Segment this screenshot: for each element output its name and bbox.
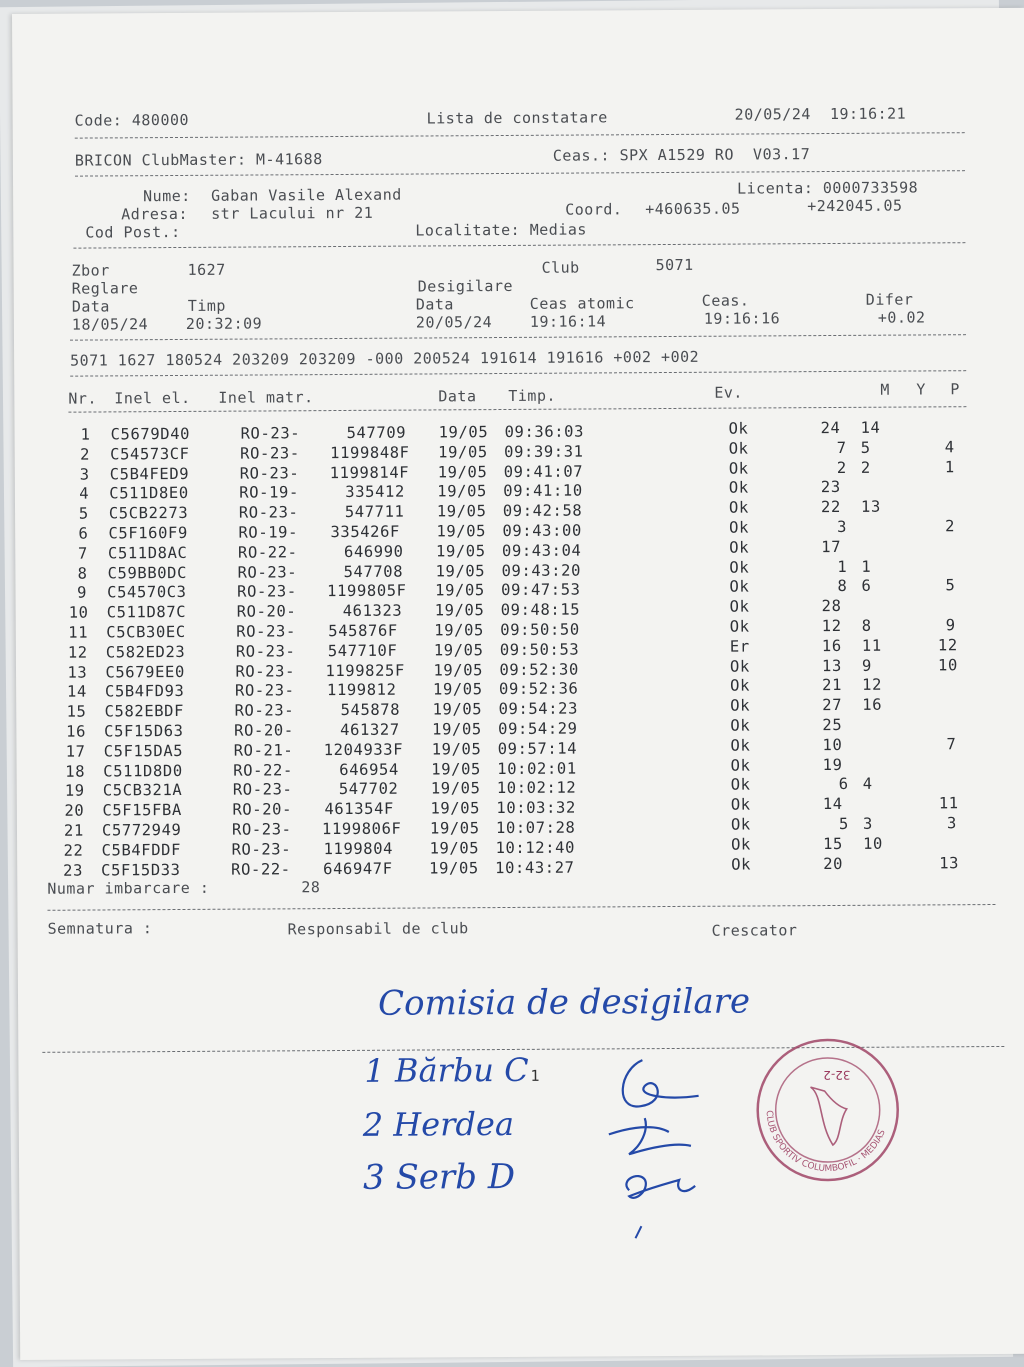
code-line: 5071 1627 180524 203209 203209 -000 200524 191614 191616 +002 +002 <box>70 347 700 370</box>
row-prefix: RO-23- <box>231 840 292 859</box>
signature-scribbles <box>578 1030 739 1241</box>
row-y: 9 <box>861 656 872 675</box>
row-inel-matr: 547710F <box>327 641 398 660</box>
row-inel-matr: 1199812 <box>326 681 397 700</box>
row-inel-el: C5B4FD93 <box>104 682 185 701</box>
license: Licenta: 0000733598 <box>737 178 919 198</box>
row-y: 14 <box>860 418 881 437</box>
row-ev: Ok <box>728 478 749 498</box>
row-inel-el: C5CB321A <box>102 781 183 800</box>
row-inel-el: C54570C3 <box>107 583 187 602</box>
row-y: 4 <box>862 775 873 794</box>
row-nr: 13 <box>67 663 88 682</box>
code-label: Code: 480000 <box>74 110 190 130</box>
row-prefix: RO-23- <box>232 780 293 800</box>
row-ev: Ok <box>730 815 751 834</box>
row-m: 8 <box>837 577 848 596</box>
row-time: 09:52:30 <box>499 660 579 679</box>
row-inel-matr: 1199804 <box>323 839 394 858</box>
row-inel-el: C5F15D63 <box>104 721 184 741</box>
row-time: 09:42:58 <box>502 501 583 521</box>
row-ev: Ok <box>729 617 750 636</box>
row-m: 14 <box>822 795 843 814</box>
row-inel-matr: 461354F <box>324 799 394 819</box>
owner-name: Gaban Vasile Alexand <box>211 185 402 205</box>
row-ev: Ok <box>730 716 751 735</box>
col-p: P <box>950 380 960 399</box>
row-y: 8 <box>861 616 872 635</box>
row-prefix: RO-22- <box>237 543 298 562</box>
row-m: 23 <box>820 478 841 497</box>
row-time: 10:43:27 <box>495 858 575 877</box>
document-sheet <box>12 8 1024 1360</box>
row-time: 09:43:00 <box>502 521 582 541</box>
row-inel-el: C5772949 <box>101 820 182 840</box>
row-date: 19/05 <box>431 739 482 759</box>
row-m: 24 <box>820 418 841 438</box>
col-timp: Timp. <box>508 386 557 405</box>
row-ev: Ok <box>730 736 751 755</box>
divider <box>75 132 965 138</box>
row-time: 09:41:10 <box>503 481 583 501</box>
row-date: 19/05 <box>437 482 487 501</box>
row-ev: Ok <box>729 518 750 537</box>
row-nr: 2 <box>80 445 91 464</box>
row-inel-matr: 545878 <box>340 700 401 720</box>
row-m: 13 <box>821 656 842 675</box>
row-inel-matr: 461323 <box>342 601 403 621</box>
row-inel-matr: 1204933F <box>323 740 404 759</box>
row-m: 19 <box>822 755 843 774</box>
row-inel-matr: 1199814F <box>329 463 410 482</box>
row-y: 3 <box>862 814 873 833</box>
row-prefix: RO-23- <box>239 463 300 483</box>
data-label: Data <box>71 297 110 316</box>
row-y: 11 <box>861 636 882 655</box>
system-label: BRICON ClubMaster: M-41688 <box>74 150 323 170</box>
row-y: 2 <box>860 458 871 477</box>
row-inel-el: C5CB2273 <box>108 504 189 523</box>
numar-label: Numar imbarcare : <box>47 878 210 898</box>
row-prefix: RO-23- <box>235 642 296 661</box>
row-y: 5 <box>860 438 871 457</box>
divider <box>75 170 965 176</box>
row-nr: 12 <box>67 643 88 662</box>
crescator-label: Crescator <box>711 921 798 940</box>
row-ev: Ok <box>731 855 752 874</box>
row-nr: 3 <box>79 465 90 484</box>
row-time: 09:50:53 <box>499 640 580 659</box>
row-p: 1 <box>944 457 955 476</box>
row-nr: 21 <box>63 821 84 840</box>
row-prefix: RO-20- <box>232 800 293 819</box>
divider <box>70 370 966 376</box>
row-time: 09:36:03 <box>504 422 585 441</box>
coord-lat: +460635.05 <box>645 199 741 219</box>
row-date: 19/05 <box>430 799 481 818</box>
name-label: Nume: <box>143 186 191 206</box>
row-time: 10:03:32 <box>496 798 576 818</box>
row-prefix: RO-23- <box>234 681 295 701</box>
row-date: 19/05 <box>434 621 484 640</box>
row-prefix: RO-21- <box>233 741 294 760</box>
row-prefix: RO-23- <box>234 701 295 720</box>
club-value: 5071 <box>655 255 694 275</box>
numar-value: 28 <box>301 878 321 897</box>
divider <box>68 406 966 412</box>
row-time: 09:43:04 <box>501 541 582 560</box>
ceas-value: 19:16:16 <box>703 309 781 328</box>
row-time: 09:48:15 <box>500 600 581 620</box>
row-time: 09:57:14 <box>497 739 578 758</box>
coord-lon: +242045.05 <box>807 196 903 216</box>
responsabil-label: Responsabil de club <box>287 919 469 939</box>
row-nr: 20 <box>64 801 85 820</box>
col-m: M <box>880 380 890 399</box>
row-ev: Ok <box>728 459 749 478</box>
row-date: 19/05 <box>437 462 488 482</box>
row-inel-el: C5B4FED9 <box>109 464 190 484</box>
row-prefix: RO-20- <box>236 602 297 621</box>
divider <box>47 904 995 911</box>
row-prefix: RO-20- <box>234 721 294 740</box>
handwritten-title: Comisia de desigilare <box>377 981 751 1024</box>
row-inel-matr: 646947F <box>323 859 393 878</box>
row-inel-el: C582ED23 <box>105 642 186 662</box>
row-m: 25 <box>822 715 843 735</box>
row-y: 1 <box>861 557 872 576</box>
row-time: 10:02:01 <box>497 759 577 778</box>
row-prefix: RO-23- <box>237 582 297 602</box>
club-label: Club <box>541 258 580 277</box>
row-nr: 5 <box>78 504 89 523</box>
row-nr: 14 <box>66 682 87 702</box>
row-m: 22 <box>820 498 841 517</box>
row-date: 19/05 <box>429 858 479 878</box>
row-y: 16 <box>862 695 883 715</box>
row-inel-matr: 646954 <box>339 760 399 779</box>
row-date: 19/05 <box>436 522 487 541</box>
row-inel-el: C5F160F9 <box>108 523 188 543</box>
row-date: 19/05 <box>431 759 481 779</box>
row-time: 09:39:31 <box>504 442 584 461</box>
row-inel-el: C511D87C <box>106 603 187 622</box>
row-m: 3 <box>837 517 848 536</box>
row-nr: 23 <box>63 861 84 880</box>
stamp-code: 32-2 <box>823 1067 851 1083</box>
row-nr: 18 <box>65 762 86 781</box>
semnatura-label: Semnatura : <box>47 919 153 938</box>
row-ev: Ok <box>729 538 750 557</box>
row-m: 12 <box>821 616 842 636</box>
row-ev: Ok <box>729 657 750 676</box>
row-inel-matr: 545876F <box>328 621 398 641</box>
row-time: 10:02:12 <box>496 778 577 798</box>
row-prefix: RO-23- <box>238 503 299 522</box>
row-time: 09:54:29 <box>498 719 578 739</box>
row-nr: 19 <box>64 781 85 801</box>
row-ev: Ok <box>729 597 750 616</box>
row-date: 19/05 <box>438 442 488 462</box>
zbor-value: 1627 <box>187 260 226 279</box>
row-inel-matr: 547709 <box>346 423 407 442</box>
row-ev: Ok <box>730 676 751 696</box>
row-nr: 22 <box>63 841 84 860</box>
owner-address: str Lacului nr 21 <box>211 203 374 223</box>
print-datetime: 20/05/24 19:16:21 <box>734 104 907 124</box>
difer-label: Difer <box>865 290 914 309</box>
row-date: 19/05 <box>432 680 483 699</box>
club-stamp <box>752 1035 903 1186</box>
row-inel-matr: 461327 <box>340 720 400 740</box>
row-ev: Ok <box>730 775 751 795</box>
row-inel-el: C5679D40 <box>110 424 191 444</box>
ceas-atomic-label: Ceas atomic <box>529 294 635 313</box>
row-ev: Ok <box>730 756 751 775</box>
row-ev: Ok <box>728 439 749 458</box>
row-inel-el: C5F15DA5 <box>103 741 184 761</box>
row-nr: 11 <box>68 623 89 642</box>
row-m: 5 <box>838 814 849 833</box>
row-inel-matr: 1199805F <box>327 581 407 601</box>
coord-label: Coord. <box>565 200 623 219</box>
row-prefix: RO-19- <box>239 483 299 503</box>
col-ev: Ev. <box>714 383 743 402</box>
row-nr: 17 <box>65 742 86 761</box>
row-m: 28 <box>821 597 842 616</box>
ceas-label: Ceas. <box>701 291 750 310</box>
row-p: 10 <box>937 655 958 674</box>
timp-label: Timp <box>187 296 226 315</box>
divider <box>70 334 966 340</box>
row-m: 27 <box>822 696 843 715</box>
row-date: 19/05 <box>433 640 484 660</box>
row-inel-matr: 1199806F <box>321 819 402 839</box>
difer-value: +0.02 <box>877 308 926 327</box>
row-nr: 6 <box>78 524 89 543</box>
data2-label: Data <box>415 295 454 314</box>
row-prefix: RO-23- <box>231 820 292 839</box>
row-date: 19/05 <box>435 541 486 561</box>
row-inel-el: C511D8AC <box>107 543 188 563</box>
row-prefix: RO-22- <box>233 760 293 780</box>
row-inel-matr: 547711 <box>344 502 405 522</box>
row-ev: Er <box>729 637 750 656</box>
row-inel-el: C511D8E0 <box>109 484 189 503</box>
row-m: 20 <box>823 854 844 873</box>
document-title: Lista de constatare <box>426 108 608 128</box>
row-inel-matr: 547708 <box>343 562 404 581</box>
row-nr: 16 <box>66 722 87 741</box>
row-inel-el: C5F15FBA <box>102 801 182 820</box>
row-m: 10 <box>822 735 843 754</box>
stamp-text: CLUB SPORTIV COLUMBOFIL · MEDIAS <box>763 1109 888 1175</box>
row-ev: Ok <box>729 577 750 597</box>
address-label: Adresa: <box>121 204 188 224</box>
row-y: 13 <box>860 497 881 517</box>
row-m: 17 <box>821 537 842 556</box>
handwritten-member-1: 1 Bărbu C <box>364 1050 529 1090</box>
row-date: 19/05 <box>429 838 480 858</box>
row-inel-el: C582EBDF <box>104 702 185 721</box>
row-time: 09:54:23 <box>498 699 579 719</box>
row-prefix: RO-23- <box>235 661 296 681</box>
row-m: 1 <box>837 557 848 576</box>
row-date: 19/05 <box>435 581 485 600</box>
row-time: 09:41:07 <box>503 462 584 481</box>
reglare-timp: 20:32:09 <box>185 314 263 333</box>
col-data: Data <box>438 387 477 406</box>
row-p: 4 <box>944 438 955 457</box>
row-date: 19/05 <box>438 423 489 442</box>
row-m: 7 <box>836 438 847 457</box>
row-m: 15 <box>823 834 844 853</box>
row-date: 19/05 <box>430 779 481 798</box>
row-time: 09:52:36 <box>498 679 579 699</box>
desig-data: 20/05/24 <box>415 313 493 332</box>
row-y: 6 <box>861 577 872 596</box>
clock-label: Ceas.: SPX A1529 RO V03.17 <box>552 145 811 165</box>
row-time: 09:47:53 <box>501 580 581 600</box>
row-date: 19/05 <box>434 601 485 620</box>
row-nr: 10 <box>68 603 89 622</box>
row-time: 09:43:20 <box>501 561 582 580</box>
col-inel-matr: Inel matr. <box>218 388 314 407</box>
row-nr: 4 <box>79 484 90 503</box>
row-p: 9 <box>945 616 956 635</box>
ceas-atomic-value: 19:16:14 <box>529 312 607 331</box>
row-ev: Ok <box>731 835 752 854</box>
row-m: 16 <box>821 636 842 655</box>
row-inel-el: C5679EE0 <box>105 662 185 682</box>
row-prefix: RO-19- <box>238 523 299 542</box>
handwritten-member-2: 2 Herdea <box>362 1104 515 1144</box>
row-nr: 1 <box>80 425 91 444</box>
row-p: 11 <box>938 794 959 813</box>
col-y: Y <box>916 380 926 399</box>
row-nr: 9 <box>77 583 88 603</box>
row-inel-matr: 1199825F <box>325 661 405 680</box>
row-ev: Ok <box>730 696 751 715</box>
row-date: 19/05 <box>435 561 486 581</box>
row-inel-matr: 1199848F <box>330 443 410 462</box>
row-date: 19/05 <box>429 819 480 838</box>
row-date: 19/05 <box>432 700 483 719</box>
row-ev: Ok <box>730 795 751 814</box>
col-inel-el: Inel el. <box>114 388 191 408</box>
reglare-data: 18/05/24 <box>71 315 149 334</box>
row-p: 12 <box>937 636 958 655</box>
row-y: 12 <box>862 676 883 695</box>
row-prefix: RO-23- <box>237 562 298 582</box>
row-nr: 8 <box>77 564 88 583</box>
row-date: 19/05 <box>432 720 482 739</box>
locality: Localitate: Medias <box>415 220 587 240</box>
row-date: 19/05 <box>433 660 484 680</box>
row-inel-matr: 547702 <box>338 780 399 799</box>
row-nr: 15 <box>66 702 87 721</box>
row-inel-el: C59BB0DC <box>107 563 188 583</box>
row-p: 3 <box>946 814 957 833</box>
row-inel-matr: 646990 <box>343 542 404 561</box>
handwritten-member-3: 3 Serb D <box>362 1156 516 1198</box>
row-time: 10:12:40 <box>495 838 576 857</box>
row-prefix: RO-22- <box>231 859 291 879</box>
row-inel-el: C5B4FDDF <box>101 840 182 860</box>
row-time: 09:50:50 <box>500 620 580 640</box>
zbor-label: Zbor <box>71 261 110 280</box>
row-ev: Ok <box>728 419 749 438</box>
row-p: 13 <box>939 853 960 872</box>
row-ev: Ok <box>729 558 750 577</box>
row-prefix: RO-23- <box>240 444 300 463</box>
col-nr: Nr. <box>68 389 97 408</box>
page-mark: 1 <box>530 1066 541 1085</box>
row-inel-el: C5CB30EC <box>106 622 186 642</box>
desigilare-label: Desigilare <box>417 276 514 296</box>
row-prefix: RO-23- <box>240 424 301 443</box>
row-p: 2 <box>945 517 956 536</box>
row-p: 7 <box>946 735 957 754</box>
row-inel-el: C5F15D33 <box>101 860 181 880</box>
row-m: 21 <box>822 676 843 695</box>
row-y: 10 <box>863 834 884 853</box>
row-date: 19/05 <box>436 502 487 521</box>
row-inel-matr: 335426F <box>330 522 401 542</box>
row-m: 6 <box>838 775 849 794</box>
row-inel-el: C54573CF <box>110 444 190 464</box>
row-ev: Ok <box>728 498 749 517</box>
row-m: 2 <box>836 458 847 477</box>
row-inel-matr: 335412 <box>345 482 405 502</box>
row-p: 5 <box>945 576 956 595</box>
row-inel-el: C511D8D0 <box>103 761 183 781</box>
row-nr: 7 <box>77 544 88 563</box>
postcode-label: Cod Post.: <box>85 222 181 242</box>
divider <box>73 242 965 248</box>
row-time: 10:07:28 <box>495 818 576 838</box>
row-prefix: RO-23- <box>236 622 296 641</box>
reglare-label: Reglare <box>71 279 139 298</box>
